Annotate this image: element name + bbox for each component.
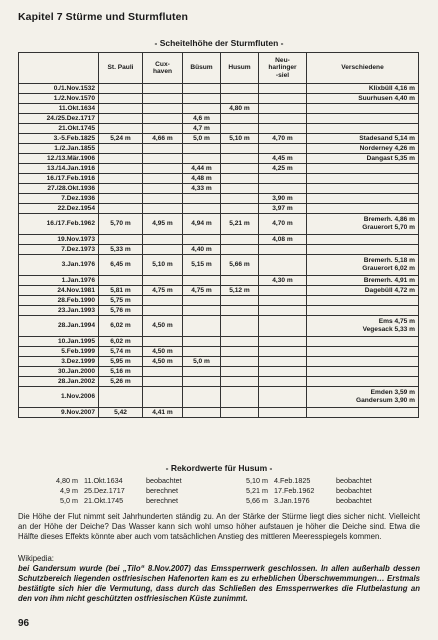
table-row [19,134,419,144]
row-other-locations [307,114,419,124]
table-header-row [19,53,419,84]
cell-value [259,306,307,316]
cell-value [143,154,183,164]
row-date: 28.Jan.2002 [19,377,99,387]
row-date: 3.-5.Feb.1825 [19,134,99,144]
row-date: 16./17.Feb.1962 [19,214,99,235]
table-row [19,255,419,276]
table-row [19,114,419,124]
row-date: 16./17.Feb.1916 [19,174,99,184]
cell-value [221,387,259,408]
table-row [19,94,419,104]
row-other-locations: Bremerh. 4,86 m Grauerort 5,70 m [307,214,419,235]
cell-value [221,235,259,245]
cell-value: 5,95 m [99,357,143,367]
cell-value: 3,90 m [259,194,307,204]
cell-value [183,104,221,114]
row-date: 1.Nov.2006 [19,387,99,408]
record-type: berechnet [146,496,178,505]
records-list [34,476,414,506]
cell-value: 5,70 m [99,214,143,235]
cell-value [143,367,183,377]
cell-value [143,114,183,124]
cell-value: 4,25 m [259,164,307,174]
record-entry [34,476,224,486]
cell-value [259,84,307,94]
row-date: 19.Nov.1973 [19,235,99,245]
page-number: 96 [18,618,30,629]
cell-value: 4,75 m [183,286,221,296]
row-other-locations [307,104,419,114]
row-other-locations [307,367,419,377]
row-other-locations: Emden 3,59 m Gandersum 3,90 m [307,387,419,408]
cell-value [183,154,221,164]
cell-value [99,84,143,94]
column-header-2: Cux- haven [143,53,183,84]
cell-value [183,235,221,245]
cell-value [183,367,221,377]
cell-value: 5,16 m [99,367,143,377]
row-date: 30.Jan.2000 [19,367,99,377]
row-other-locations [307,164,419,174]
cell-value: 4,50 m [143,357,183,367]
record-type: berechnet [146,486,178,495]
cell-value [143,104,183,114]
cell-value: 5,81 m [99,286,143,296]
row-other-locations [307,204,419,214]
table-row [19,235,419,245]
row-other-locations: Dangast 5,35 m [307,154,419,164]
cell-value [183,204,221,214]
cell-value [99,144,143,154]
row-other-locations [307,347,419,357]
cell-value [221,204,259,214]
cell-value: 4,40 m [183,245,221,255]
cell-value: 4,70 m [259,134,307,144]
cell-value [221,276,259,286]
cell-value: 5,75 m [99,296,143,306]
row-date: 7.Dez.1973 [19,245,99,255]
cell-value [259,408,307,418]
row-date: 13./14.Jan.1916 [19,164,99,174]
cell-value [99,124,143,134]
cell-value [221,296,259,306]
cell-value: 4,50 m [143,347,183,357]
table-row [19,184,419,194]
row-other-locations [307,296,419,306]
cell-value [99,174,143,184]
cell-value: 5,42 [99,408,143,418]
cell-value [143,184,183,194]
cell-value: 4,48 m [183,174,221,184]
record-type: beobachtet [146,476,182,485]
cell-value: 4,66 m [143,134,183,144]
record-height: 5,0 m [60,496,78,505]
cell-value: 5,26 m [99,377,143,387]
table-row [19,286,419,296]
table-row [19,84,419,94]
row-date: 10.Jan.1995 [19,337,99,347]
cell-value [259,337,307,347]
cell-value [221,114,259,124]
cell-value [221,184,259,194]
record-entry [224,496,414,506]
cell-value [99,235,143,245]
table-row [19,154,419,164]
cell-value: 6,02 m [99,316,143,337]
cell-value: 4,6 m [183,114,221,124]
row-date: 5.Feb.1999 [19,347,99,357]
cell-value [259,124,307,134]
cell-value [143,94,183,104]
table-row [19,104,419,114]
cell-value [143,276,183,286]
table-row [19,245,419,255]
cell-value: 4,95 m [143,214,183,235]
row-date: 3.Jan.1976 [19,255,99,276]
cell-value: 4,08 m [259,235,307,245]
record-height: 5,10 m [246,476,268,485]
record-entry [224,476,414,486]
row-other-locations [307,184,419,194]
cell-value [259,184,307,194]
cell-value: 4,33 m [183,184,221,194]
cell-value [143,174,183,184]
table-row [19,174,419,184]
row-other-locations [307,124,419,134]
cell-value [183,306,221,316]
cell-value [259,144,307,154]
cell-value: 5,66 m [221,255,259,276]
cell-value [259,347,307,357]
row-other-locations: Suurhusen 4,40 m [307,94,419,104]
cell-value [259,387,307,408]
cell-value [221,194,259,204]
column-header-3: Büsum [183,53,221,84]
cell-value [183,144,221,154]
row-other-locations: Bremerh. 5,18 m Grauerort 6,02 m [307,255,419,276]
cell-value: 5,0 m [183,357,221,367]
cell-value: 5,0 m [183,134,221,144]
cell-value [143,164,183,174]
table-row [19,408,419,418]
cell-value [99,154,143,164]
cell-value [259,104,307,114]
row-other-locations [307,235,419,245]
row-other-locations [307,377,419,387]
bleed-through-text [130,2,430,9]
cell-value: 5,15 m [183,255,221,276]
row-date: 9.Nov.2007 [19,408,99,418]
row-date: 28.Feb.1990 [19,296,99,306]
table-body [19,84,419,418]
cell-value [143,204,183,214]
cell-value [221,377,259,387]
cell-value [99,204,143,214]
cell-value [221,164,259,174]
wikipedia-quote: bei Gandersum wurde (bei „Tilo“ 8.Nov.2007) das Emssperrwerk geschlossen. In allen außerhalb dessen Schutzbereich liegenden ostfriesischen Hafenorten kam es zu erheblichen Überschwemmungen… Erstmals bestätigte sich hier die Vermutung, dass durch das Schließen des Emssperrwerkes die Flutbelastung an den von ihm nicht geschützten ostfriesischen Küste zunimmt. [18,564,420,603]
cell-value [99,276,143,286]
cell-value [143,296,183,306]
cell-value [99,164,143,174]
row-date: 24.Nov.1981 [19,286,99,296]
cell-value [143,245,183,255]
cell-value: 4,30 m [259,276,307,286]
cell-value [143,235,183,245]
table-row [19,144,419,154]
record-height: 4,80 m [56,476,78,485]
cell-value: 4,80 m [221,104,259,114]
wikipedia-label: Wikipedia: [18,554,54,563]
cell-value: 4,50 m [143,316,183,337]
table-row [19,316,419,337]
table-row [19,357,419,367]
row-other-locations: Ems 4,75 m Vegesack 5,33 m [307,316,419,337]
row-other-locations: Dagebüll 4,72 m [307,286,419,296]
cell-value [183,387,221,408]
record-entry [34,496,224,506]
record-date: 3.Jan.1976 [274,496,310,505]
cell-value [259,296,307,306]
row-other-locations [307,357,419,367]
column-header-4: Husum [221,53,259,84]
cell-value [183,347,221,357]
cell-value [143,337,183,347]
cell-value [183,94,221,104]
cell-value [259,174,307,184]
cell-value [99,387,143,408]
cell-value [183,377,221,387]
cell-value [259,367,307,377]
table-row [19,164,419,174]
records-title: - Rekordwerte für Husum - [165,463,273,473]
table-row [19,296,419,306]
table-row [19,194,419,204]
cell-value [143,124,183,134]
cell-value: 3,97 m [259,204,307,214]
cell-value [143,306,183,316]
record-height: 4,9 m [60,486,78,495]
storm-surge-table [18,52,419,418]
cell-value: 4,44 m [183,164,221,174]
cell-value: 5,12 m [221,286,259,296]
cell-value [221,306,259,316]
row-date: 1./2.Jan.1855 [19,144,99,154]
table-row [19,276,419,286]
cell-value [183,296,221,306]
cell-value: 5,10 m [221,134,259,144]
row-other-locations: Norderney 4,26 m [307,144,419,154]
cell-value [259,94,307,104]
record-entry [224,486,414,496]
cell-value [221,347,259,357]
cell-value [99,194,143,204]
cell-value [183,408,221,418]
record-type: beobachtet [336,496,372,505]
cell-value [259,377,307,387]
cell-value [259,114,307,124]
cell-value [143,194,183,204]
cell-value: 6,45 m [99,255,143,276]
cell-value [143,387,183,408]
record-row [34,476,414,486]
record-row [34,496,414,506]
table-row [19,367,419,377]
row-other-locations [307,174,419,184]
cell-value [99,184,143,194]
row-other-locations: Klixbüll 4,16 m [307,84,419,94]
row-date: 3.Dez.1999 [19,357,99,367]
body-paragraph: Die Höhe der Flut nimmt seit Jahrhunderten ständig zu. An der Stärke der Stürme liegt dies sicher nicht. Vielleicht an der Höhe der Deiche? Das Wasser kann sich wohl umso höher aufstauen je höher die Deiche sind. Etwa die Hälfte dieses Effekts könnte aber auch vom tatsächlichen Anstieg des mittleren Meeresspiegels kommen. [18,512,420,541]
cell-value: 5,10 m [143,255,183,276]
cell-value [143,84,183,94]
cell-value [221,357,259,367]
table-row [19,387,419,408]
cell-value: 5,76 m [99,306,143,316]
row-date: 22.Dez.1954 [19,204,99,214]
row-date: 11.Okt.1634 [19,104,99,114]
row-date: 28.Jan.1994 [19,316,99,337]
cell-value: 5,33 m [99,245,143,255]
cell-value: 4,7 m [183,124,221,134]
row-other-locations [307,408,419,418]
record-date: 17.Feb.1962 [274,486,315,495]
cell-value [99,104,143,114]
row-date: 27./28.Okt.1936 [19,184,99,194]
row-date: 12./13.Mär.1906 [19,154,99,164]
cell-value [183,316,221,337]
row-other-locations [307,306,419,316]
row-date: 1./2.Nov.1570 [19,94,99,104]
record-row [34,486,414,496]
cell-value: 4,94 m [183,214,221,235]
cell-value: 5,24 m [99,134,143,144]
cell-value [221,154,259,164]
column-header-6: Verschiedene [307,53,419,84]
row-other-locations [307,194,419,204]
cell-value [221,367,259,377]
cell-value [259,245,307,255]
record-date: 4.Feb.1825 [274,476,311,485]
row-date: 0./1.Nov.1532 [19,84,99,94]
row-other-locations: Bremerh. 4,91 m [307,276,419,286]
record-height: 5,21 m [246,486,268,495]
table-row [19,377,419,387]
cell-value [143,144,183,154]
record-type: beobachtet [336,476,372,485]
record-height: 5,66 m [246,496,268,505]
cell-value: 5,74 m [99,347,143,357]
table-row [19,337,419,347]
cell-value: 4,70 m [259,214,307,235]
cell-value [221,124,259,134]
cell-value [143,377,183,387]
cell-value [183,276,221,286]
row-other-locations [307,245,419,255]
cell-value: 4,75 m [143,286,183,296]
cell-value [99,114,143,124]
chapter-title: Kapitel 7 Stürme und Sturmfluten [18,11,189,23]
row-other-locations: Stadesand 5,14 m [307,134,419,144]
cell-value [259,286,307,296]
cell-value [183,337,221,347]
table-row [19,347,419,357]
cell-value [259,316,307,337]
column-header-1: St. Pauli [99,53,143,84]
row-date: 23.Jan.1993 [19,306,99,316]
row-date: 24./25.Dez.1717 [19,114,99,124]
column-header-5: Neu- harlinger -siel [259,53,307,84]
cell-value [221,84,259,94]
row-date: 21.Okt.1745 [19,124,99,134]
row-date: 1.Jan.1976 [19,276,99,286]
cell-value [221,174,259,184]
cell-value: 4,41 m [143,408,183,418]
cell-value [221,408,259,418]
cell-value: 6,02 m [99,337,143,347]
row-date: 7.Dez.1936 [19,194,99,204]
cell-value [99,94,143,104]
table-row [19,124,419,134]
record-date: 21.Okt.1745 [84,496,124,505]
table-row [19,306,419,316]
record-date: 25.Dez.1717 [84,486,125,495]
cell-value [259,255,307,276]
record-type: beobachtet [336,486,372,495]
row-other-locations [307,337,419,347]
record-entry [34,486,224,496]
cell-value [221,94,259,104]
record-date: 11.Okt.1634 [84,476,123,485]
table-row [19,204,419,214]
cell-value [221,316,259,337]
cell-value [259,357,307,367]
cell-value [221,144,259,154]
cell-value [183,84,221,94]
cell-value [221,337,259,347]
table-title: - Scheitelhöhe der Sturmfluten - [154,38,284,48]
cell-value: 4,45 m [259,154,307,164]
cell-value: 5,21 m [221,214,259,235]
table-row [19,214,419,235]
cell-value [183,194,221,204]
cell-value [221,245,259,255]
column-header-0 [19,53,99,84]
